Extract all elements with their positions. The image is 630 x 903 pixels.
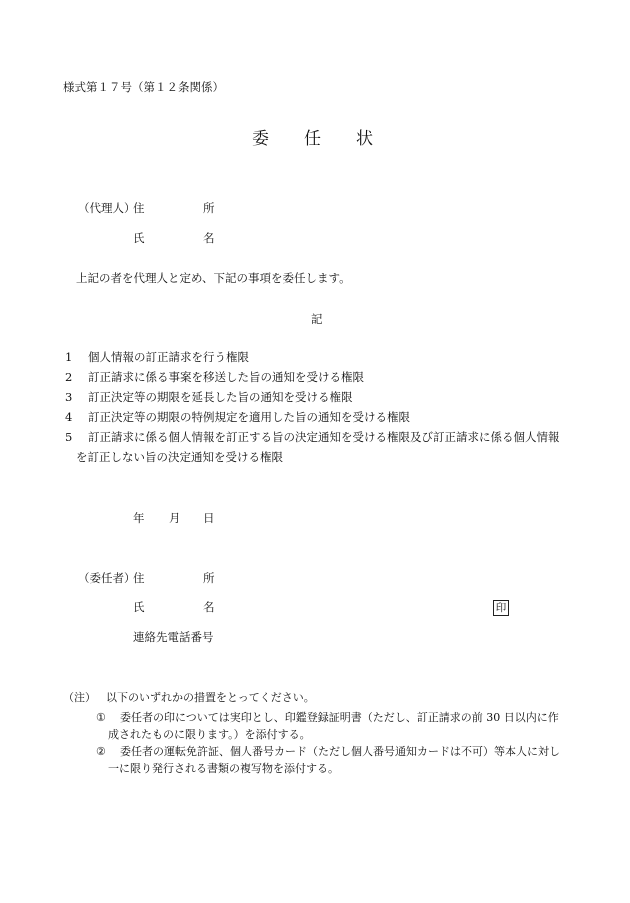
note-2-marker: ②: [96, 745, 106, 758]
principal-address-label-2: 所: [203, 571, 215, 585]
note-1-line-2: 成されたものに限ります。）を添付する。: [108, 728, 311, 741]
principal-address-label-1: 住: [133, 571, 145, 585]
note-1-marker: ①: [96, 711, 106, 724]
principal-name-label-2: 名: [203, 600, 215, 614]
note-2-line-2: 一に限り発行される書類の複写物を添付する。: [108, 762, 339, 775]
form-number: 様式第１７号（第１２条関係）: [63, 80, 224, 94]
list-item-text: 訂正決定等の期限の特例規定を適用した旨の通知を受ける権限: [88, 410, 410, 424]
list-item-number: 4: [65, 410, 73, 424]
list-item-continuation: を訂正しない旨の決定通知を受ける権限: [76, 450, 283, 464]
list-item-text: 訂正請求に係る個人情報を訂正する旨の決定通知を受ける権限及び訂正請求に係る個人情報: [88, 430, 560, 444]
list-item-number: 3: [65, 390, 73, 404]
date-year: 年: [133, 511, 145, 525]
principal-phone-label: 連絡先電話番号: [133, 630, 214, 644]
list-item-number: 2: [65, 370, 73, 384]
agent-name-label-1: 氏: [133, 231, 145, 245]
principal-role-label: （委任者）: [78, 571, 136, 585]
note-1-line-1: 委任者の印については実印とし、印鑑登録証明書（ただし、訂正請求の前 30 日以内に作: [120, 711, 559, 724]
notes-label: （注）: [63, 691, 96, 704]
ki-heading: 記: [311, 312, 323, 326]
agent-name-label-2: 名: [203, 231, 215, 245]
title-char-2: 任: [304, 129, 321, 149]
title-char-1: 委: [252, 129, 269, 149]
title-char-3: 状: [356, 129, 373, 149]
agent-role-label: （代理人）: [78, 201, 136, 215]
list-item-text: 訂正請求に係る事案を移送した旨の通知を受ける権限: [88, 370, 364, 384]
list-item-number: 1: [65, 350, 73, 364]
intro-sentence: 上記の者を代理人と定め、下記の事項を委任します。: [76, 271, 351, 285]
notes-lead: 以下のいずれかの措置をとってください。: [106, 691, 315, 704]
note-2-line-1: 委任者の運転免許証、個人番号カード（ただし個人番号通知カードは不可）等本人に対し: [120, 745, 560, 758]
agent-address-label-1: 住: [133, 201, 145, 215]
seal-stamp-box: 印: [493, 600, 509, 616]
list-item-text: 個人情報の訂正請求を行う権限: [88, 350, 249, 364]
date-day: 日: [203, 511, 215, 525]
agent-address-label-2: 所: [203, 201, 215, 215]
date-month: 月: [169, 511, 181, 525]
list-item-text: 訂正決定等の期限を延長した旨の通知を受ける権限: [88, 390, 353, 404]
list-item-number: 5: [65, 430, 73, 444]
principal-name-label-1: 氏: [133, 600, 145, 614]
